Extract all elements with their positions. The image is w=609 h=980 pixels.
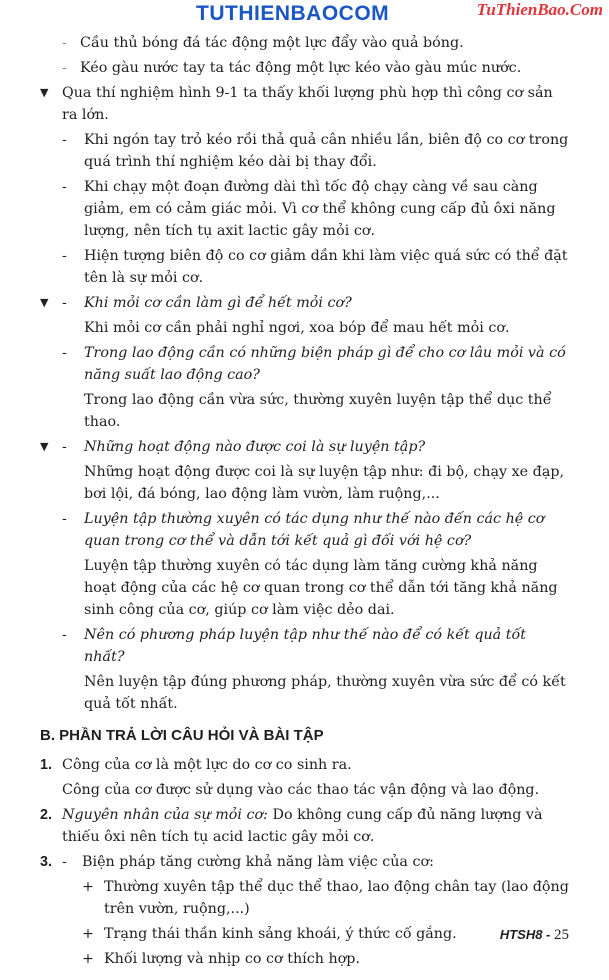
numbered-answer: 3. - Biện pháp tăng cường khả năng làm việc của cơ: [40,854,434,870]
plus-item: + Khối lượng và nhịp co cơ thích hợp. [82,951,360,967]
dash-item: - Khi ngón tay trỏ kéo rồi thả quả cân nhiều lần, biên độ co cơ trong quá trình thí nghiệm kéo dài bị thay đổi. [62,132,569,170]
dash-item: - Khi chạy một đoạn đường dài thì tốc độ chạy càng về sau càng giảm, em có cảm giác mỏi. Vì cơ thể không cung cấp đủ ôxi năng lượng, nên tích tụ axit lactic gây mỏi cơ. [62,179,556,239]
site-logo: TuThienBao.Com [476,0,603,19]
answer-text: Luyện tập thường xuyên có tác dụng làm tăng cường khả năng hoạt động của các hệ cơ quan trong cơ thể dẫn tới tăng khả năng sinh công của cơ, giúp cơ làm việc dẻo dai. [84,558,558,618]
answer-text: Công của cơ được sử dụng vào các thao tác vận động và lao động. [62,782,540,798]
dash-item: - Kéo gàu nước tay ta tác động một lực kéo vào gàu múc nước. [62,60,522,76]
page-content [0,32,609,973]
question-item: - Nên có phương pháp luyện tập như thế nào để có kết quả tốt nhất? [62,627,526,665]
book-code: HTSH8 [499,927,543,942]
question-item: - Trong lao động cần có những biện pháp gì để cho cơ lâu mỏi và có năng suất lao động cao? [62,345,566,383]
numbered-answer: 2. Nguyên nhân của sự mỏi cơ: Do không cung cấp đủ năng lượng và thiếu ôxi nên tích tụ acid lactic gây mỏi cơ. [40,807,543,845]
answer-text: Trong lao động cần vừa sức, thường xuyên luyện tập thể dục thể thao. [84,392,552,430]
answer-text: Khi mỏi cơ cần phải nghỉ ngơi, xoa bóp để mau hết mỏi cơ. [84,320,510,336]
dash-item: - Cầu thủ bóng đá tác động một lực đẩy vào quả bóng. [62,35,464,51]
arrow-bullet-icon: ▼ [40,296,49,309]
arrow-item: ▼ Qua thí nghiệm hình 9-1 ta thấy khối lượng phù hợp thì công cơ sản ra lớn. [0,82,609,126]
footer-separator: - [542,927,554,942]
site-title: TUTHIENBAOCOM [196,2,390,25]
question-item: ▼ - Khi mỏi cơ cần làm gì để hết mỏi cơ? [0,292,609,314]
section-heading: B. PHẦN TRẢ LỜI CÂU HỎI VÀ BÀI TẬP [40,727,324,744]
answer-text: Nên luyện tập đúng phương pháp, thường xuyên vừa sức để có kết quả tốt nhất. [84,674,566,712]
question-item: ▼ - Những hoạt động nào được coi là sự luyện tập? [0,436,609,458]
arrow-bullet-icon: ▼ [40,440,49,453]
plus-item: + Trạng thái thần kinh sảng khoái, ý thức cố gắng. [82,926,457,942]
plus-item: + Thường xuyên tập thể dục thể thao, lao động chân tay (lao động trên vườn, ruộng,...) [82,879,569,917]
answer-text: Những hoạt động được coi là sự luyện tập như: đi bộ, chạy xe đạp, bơi lội, đá bóng, lao động làm vườn, làm ruộng,... [84,464,565,502]
dash-item: - Hiện tượng biên độ co cơ giảm dần khi làm việc quá sức có thể đặt tên là sự mỏi cơ. [62,248,568,286]
page-number: 25 [554,927,569,943]
numbered-answer: 1. Công của cơ là một lực do cơ co sinh ra. [40,757,352,773]
page-footer [500,927,569,944]
question-item: - Luyện tập thường xuyên có tác dụng như thế nào đến các hệ cơ quan trong cơ thể và dẫn tới kết quả gì đối với hệ cơ? [62,511,545,549]
arrow-bullet-icon: ▼ [40,86,49,99]
